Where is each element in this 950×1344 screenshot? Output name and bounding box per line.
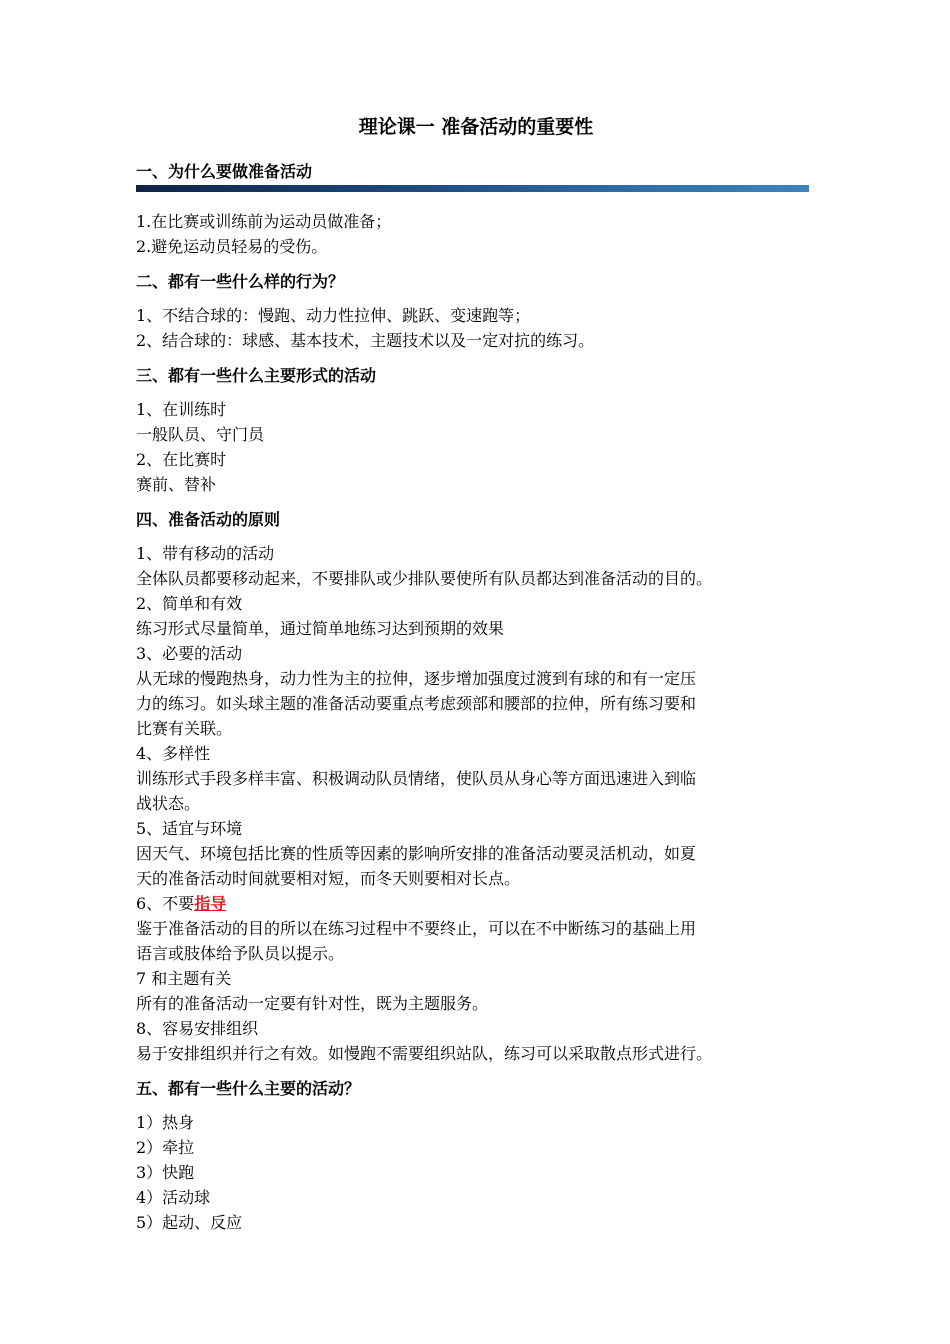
body-line: 天的准备活动时间就要相对短，而冬天则要相对长点。 xyxy=(136,869,521,888)
body-line: 全体队员都要移动起来，不要排队或少排队要使所有队员都达到准备活动的目的。 xyxy=(136,569,713,588)
emphasis-link[interactable]: 指导 xyxy=(194,894,227,913)
list-item: 4）活动球 xyxy=(136,1188,211,1207)
body-line: 7 和主题有关 xyxy=(136,969,232,988)
principle-6-line xyxy=(136,891,826,916)
body-line: 3、必要的活动 xyxy=(136,644,243,663)
body-line: 2、简单和有效 xyxy=(136,594,243,613)
body-line: 因天气、环境包括比赛的性质等因素的影响所安排的准备活动要灵活机动，如夏 xyxy=(136,844,697,863)
body-line: 1、带有移动的活动 xyxy=(136,544,275,563)
body-line: 练习形式尽量简单，通过简单地练习达到预期的效果 xyxy=(136,619,505,638)
body-line: 赛前、替补 xyxy=(136,475,217,494)
body-line: 1、不结合球的：慢跑、动力性拉伸、跳跃、变速跑等； xyxy=(136,306,531,325)
body-line: 所有的准备活动一定要有针对性，既为主题服务。 xyxy=(136,994,489,1013)
body-line: 2.避免运动员轻易的受伤。 xyxy=(136,237,328,256)
section-heading-4: 四、准备活动的原则 xyxy=(136,510,281,529)
body-line: 2、结合球的：球感、基本技术，主题技术以及一定对抗的练习。 xyxy=(136,331,595,350)
body-line: 1、在训练时 xyxy=(136,400,227,419)
body-line: 一般队员、守门员 xyxy=(136,425,265,444)
body-line: 8、容易安排组织 xyxy=(136,1019,259,1038)
heading-divider xyxy=(136,185,809,192)
body-line: 鉴于准备活动的目的所以在练习过程中不要终止，可以在不中断练习的基础上用 xyxy=(136,919,697,938)
body-line: 训练形式手段多样丰富、积极调动队员情绪，使队员从身心等方面迅速进入到临 xyxy=(136,769,697,788)
body-line: 战状态。 xyxy=(136,794,201,813)
section-heading-1: 一、为什么要做准备活动 xyxy=(136,162,313,181)
body-line: 语言或肢体给予队员以提示。 xyxy=(136,944,345,963)
list-item: 3）快跑 xyxy=(136,1163,195,1182)
section-heading-2: 二、都有一些什么样的行为？ xyxy=(136,272,345,291)
body-line: 5、适宜与环境 xyxy=(136,819,243,838)
list-item: 1）热身 xyxy=(136,1113,195,1132)
principle-6-prefix: 6、不要 xyxy=(136,894,195,913)
body-line: 易于安排组织并行之有效。如慢跑不需要组织站队，练习可以采取散点形式进行。 xyxy=(136,1044,713,1063)
body-line: 力的练习。如头球主题的准备活动要重点考虑颈部和腰部的拉伸，所有练习要和 xyxy=(136,694,697,713)
document-body xyxy=(136,209,826,1235)
section-heading-3: 三、都有一些什么主要形式的活动 xyxy=(136,366,377,385)
section-heading-5: 五、都有一些什么主要的活动？ xyxy=(136,1079,361,1098)
list-item: 5）起动、反应 xyxy=(136,1213,243,1232)
body-line: 4、多样性 xyxy=(136,744,211,763)
body-line: 1.在比赛或训练前为运动员做准备； xyxy=(136,212,392,231)
document-title: 理论课一 准备活动的重要性 xyxy=(358,116,594,138)
body-line: 2、在比赛时 xyxy=(136,450,227,469)
list-item: 2）牵拉 xyxy=(136,1138,195,1157)
body-line: 比赛有关联。 xyxy=(136,719,233,738)
body-line: 从无球的慢跑热身，动力性为主的拉伸，逐步增加强度过渡到有球的和有一定压 xyxy=(136,669,697,688)
